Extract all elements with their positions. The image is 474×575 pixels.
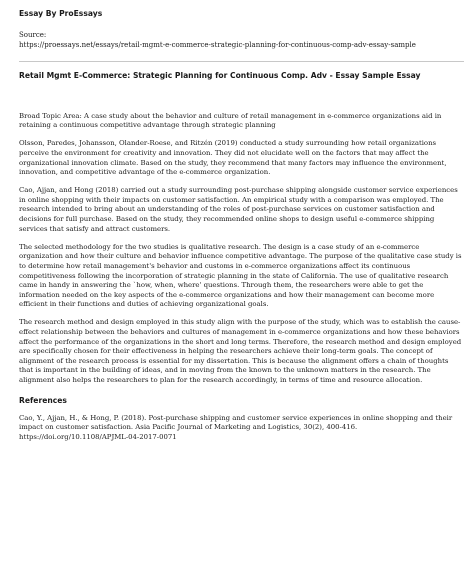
divider — [19, 61, 464, 62]
paragraph-methodology: The selected methodology for the two studies is qualitative research. The design is a case study of an e-commerce organization and how their culture and behavior influence competitive advantage. The purpose of the qualitative case study is to determine how retail management's behavior and customs in e-commerce organizations affect its continuous competitiveness following the incorporation of strategic planning in the state of California. The use of qualitative research came in handy in answering the `how, when, where' questions. Through them, the researchers were able to get the information needed on the key aspects of the e-commerce organizations and how their management can become more efficient in their functions and duties of achieving organizational goals. — [19, 242, 462, 309]
reference-item: Cao, Y., Ajjan, H., & Hong, P. (2018). Post-purchase shipping and customer service experiences in online shopping and their impact on customer satisfaction. Asia Pacific Journal of Marketing and Logistics, 30(2), 400-416. https://doi.org/10.1108/APJML-04-2017-0071 — [19, 413, 453, 441]
source-title: Essay By ProEssays — [19, 9, 103, 18]
source-label: Source: — [19, 31, 47, 39]
source-url[interactable]: https://proessays.net/essays/retail-mgmt-e-commerce-strategic-planning-for-continuous-comp-adv-essay-sample — [19, 40, 416, 49]
paragraph-olsson: Olsson, Paredes, Johansson, Olander-Roese, and Ritzén (2019) conducted a study surrounding how retail organizations perceive the environment for creativity and innovation. They did not elucidate well on the factors that may affect the organizational innovation climate. Based on the study, they recommend that many factors may influence the environment, innovation, and competitive advantage of the e-commerce organization. — [19, 139, 447, 177]
paragraph-cao: Cao, Ajjan, and Hong (2018) carried out a study surrounding post-purchase shipping alongside customer service experiences in online shopping with their impacts on customer satisfaction. An empirical study with a comparison was employed. The research intended to bring about an understanding of the roles of post-purchase services on customer satisfaction and decisions for full purchase. Based on the study, they recommended online shops to design useful e-commerce shipping services that satisfy and attract customers. — [19, 186, 458, 233]
references-heading: References — [19, 395, 67, 405]
paragraph-topic: Broad Topic Area: A case study about the behavior and culture of retail management in e-commerce organizations aid in retaining a continuous competitive advantage through strategic planning — [19, 111, 442, 130]
essay-title: Retail Mgmt E-Commerce: Strategic Planning for Continuous Comp. Adv - Essay Sample Essay — [19, 71, 421, 81]
paragraph-research-method: The research method and design employed in this study align with the purpose of the study, which was to establish the cause-effect relationship between the behaviors and cultures of management in e-commerce organizations and how these behaviors affect the performance of the organizations in the short and long terms. Therefore, the research method and design employed are specifically chosen for their effectiveness in helping the researchers achieve their long-term goals. The concept of alignment of the research process is essential for my dissertation. This is because the alignment offers a chain of thoughts that is important in the building of ideas, and in moving from the known to the unknown matters in the research. The alignment also helps the researchers to plan for the research accordingly, in terms of time and resource allocation. — [19, 318, 462, 384]
